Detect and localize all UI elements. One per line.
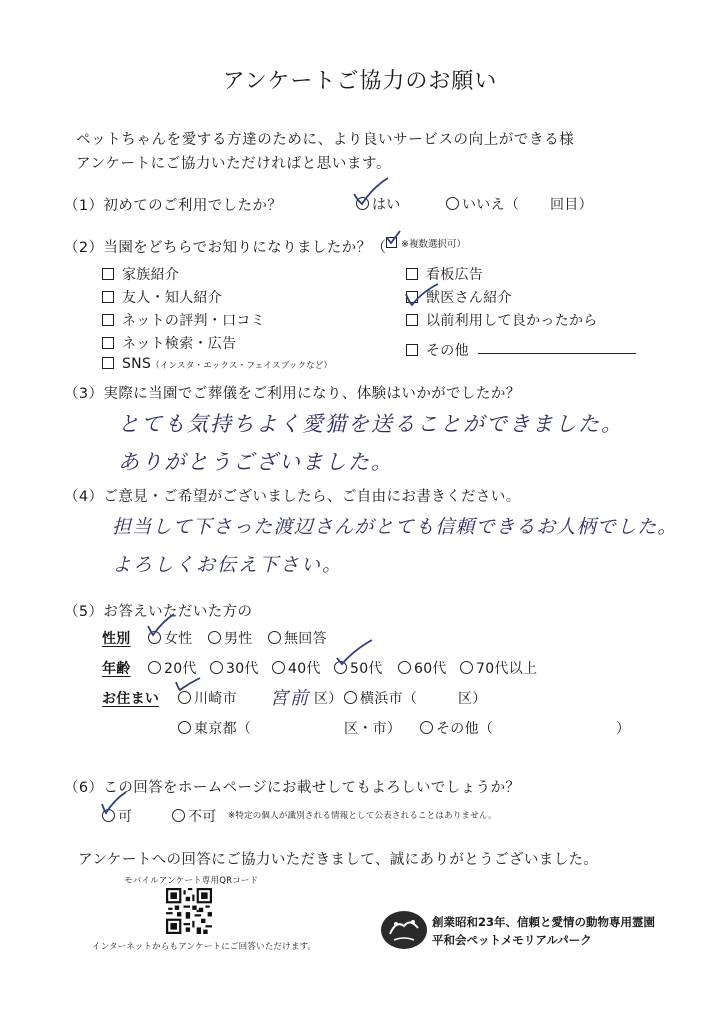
radio-circle-icon <box>148 661 161 674</box>
q2-question: （2）当園をどちらでお知りになりましたか？（ <box>64 240 387 256</box>
intro-line-2: アンケートにご協力いただければと思います。 <box>76 156 392 172</box>
page-title: アンケートご協力のお願い <box>222 69 498 94</box>
age-20s[interactable]: 20代 <box>148 658 197 678</box>
gender-no-answer[interactable]: 無回答 <box>268 628 327 648</box>
address-other[interactable]: その他（ <box>420 718 493 738</box>
q4-question: （4）ご意見・ご希望がございましたら、ご自由にお書きください。 <box>64 489 521 505</box>
q6-question: （6）この回答をホームページにお載せしてもよろしいでしょうか？ <box>64 780 521 796</box>
address-label: お住まい <box>102 691 160 707</box>
yokohama-ward-suffix: 区） <box>458 691 487 707</box>
q1-yes-label: はい <box>372 197 401 213</box>
organization-name: 平和会ペットメモリアルパーク <box>432 933 592 947</box>
radio-circle-icon <box>344 691 357 704</box>
radio-circle-icon <box>178 721 191 734</box>
q2-option-previous[interactable]: 以前利用して良かったから <box>406 310 598 330</box>
q1-question: （1）初めてのご利用でしたか？ <box>64 198 283 214</box>
checkbox-icon <box>102 291 114 303</box>
q6-option-no[interactable]: 不可 <box>172 806 217 826</box>
qr-sub-caption: インターネットからもアンケートにご回答いただけます。 <box>92 942 317 952</box>
radio-circle-icon <box>208 631 221 644</box>
q1-times: 回目） <box>550 197 593 213</box>
q1-check-mark-icon <box>352 176 392 206</box>
q5-question: （5）お答えいただいた方の <box>64 604 253 620</box>
q2-note-check-icon <box>386 230 402 246</box>
q1-no-label: いいえ（ <box>462 197 520 213</box>
tokyo-suffix: 区・市） <box>344 721 402 737</box>
q2-option-search[interactable]: ネット検索・広告 <box>102 333 236 353</box>
checkbox-icon <box>102 314 114 326</box>
q3-answer-line-2: ありがとうございました。 <box>118 450 394 474</box>
organization-tagline: 創業昭和23年、信頼と愛情の動物専用霊園 <box>432 915 656 929</box>
radio-circle-icon <box>446 197 459 210</box>
organization-logo-icon <box>380 910 428 950</box>
address-tokyo[interactable]: 東京都（ <box>178 718 251 738</box>
q2-multi-note: ※複数選択可） <box>386 236 466 250</box>
q6-privacy-note: ※特定の個人が識別される情報として公表されることはありません。 <box>228 811 497 821</box>
radio-circle-icon <box>398 661 411 674</box>
checkbox-icon <box>406 314 418 326</box>
age-label: 年齢 <box>102 661 131 677</box>
q2-option-signboard[interactable]: 看板広告 <box>406 264 483 284</box>
radio-circle-icon <box>172 809 185 822</box>
qr-code-icon[interactable] <box>166 888 212 934</box>
intro-line-1: ペットちゃんを愛する方達のために、より良いサービスの向上ができる様 <box>76 132 575 148</box>
address-yokohama[interactable]: 横浜市（ <box>344 688 417 708</box>
q2-option-other[interactable]: その他 <box>406 340 469 360</box>
age-40s[interactable]: 40代 <box>272 658 321 678</box>
age-50s[interactable]: 50代 <box>334 658 383 678</box>
thanks-message: アンケートへの回答にご協力いただきまして、誠にありがとうございました。 <box>78 852 599 868</box>
q6-check-icon <box>100 790 128 816</box>
checkbox-icon <box>102 337 114 349</box>
kawasaki-ward-suffix: 区） <box>314 691 343 707</box>
gender-check-icon <box>146 612 176 638</box>
age-60s[interactable]: 60代 <box>398 658 447 678</box>
q2-option-reviews[interactable]: ネットの評判・口コミ <box>102 310 265 330</box>
address-kawasaki[interactable]: 川崎市 <box>178 688 237 708</box>
q2-option-sns[interactable]: SNS（インスタ・エックス・フェイスブックなど） <box>102 356 332 372</box>
q2-vet-check-icon <box>404 282 440 308</box>
gender-male[interactable]: 男性 <box>208 628 253 648</box>
qr-caption: モバイルアンケート専用QRコード <box>124 876 259 886</box>
checkbox-icon <box>406 344 418 356</box>
radio-circle-icon <box>268 631 281 644</box>
age-70s-plus[interactable]: 70代以上 <box>460 658 537 678</box>
radio-circle-icon <box>460 661 473 674</box>
radio-circle-icon <box>272 661 285 674</box>
gender-label: 性別 <box>102 631 131 647</box>
q2-other-line <box>478 353 636 354</box>
q3-question: （3）実際に当園でご葬儀をご利用になり、体験はいかがでしたか？ <box>64 386 521 402</box>
q1-option-no[interactable] <box>446 194 519 214</box>
q6-option-yes[interactable]: 可 <box>102 806 132 826</box>
address-check-icon <box>174 676 204 696</box>
checkbox-icon <box>102 357 114 369</box>
q2-option-vet[interactable]: 獣医さん紹介 <box>406 287 512 307</box>
checkbox-icon <box>406 268 418 280</box>
radio-circle-icon <box>210 661 223 674</box>
q4-answer-line-1: 担当して下さった渡辺さんがとても信頼できるお人柄でした。 <box>112 516 678 538</box>
radio-circle-icon <box>420 721 433 734</box>
q3-answer-line-1: とても気持ちよく愛猫を送ることができました。 <box>118 412 624 436</box>
q2-option-family[interactable]: 家族紹介 <box>102 264 179 284</box>
gender-female[interactable]: 女性 <box>148 628 193 648</box>
age-check-icon <box>334 638 374 668</box>
checkbox-icon <box>102 268 114 280</box>
age-30s[interactable]: 30代 <box>210 658 259 678</box>
kawasaki-ward-handwritten: 宮前 <box>270 688 310 709</box>
q4-answer-line-2: よろしくお伝え下さい。 <box>112 554 344 576</box>
address-other-close: ） <box>616 721 631 737</box>
q2-option-friend[interactable]: 友人・知人紹介 <box>102 287 222 307</box>
